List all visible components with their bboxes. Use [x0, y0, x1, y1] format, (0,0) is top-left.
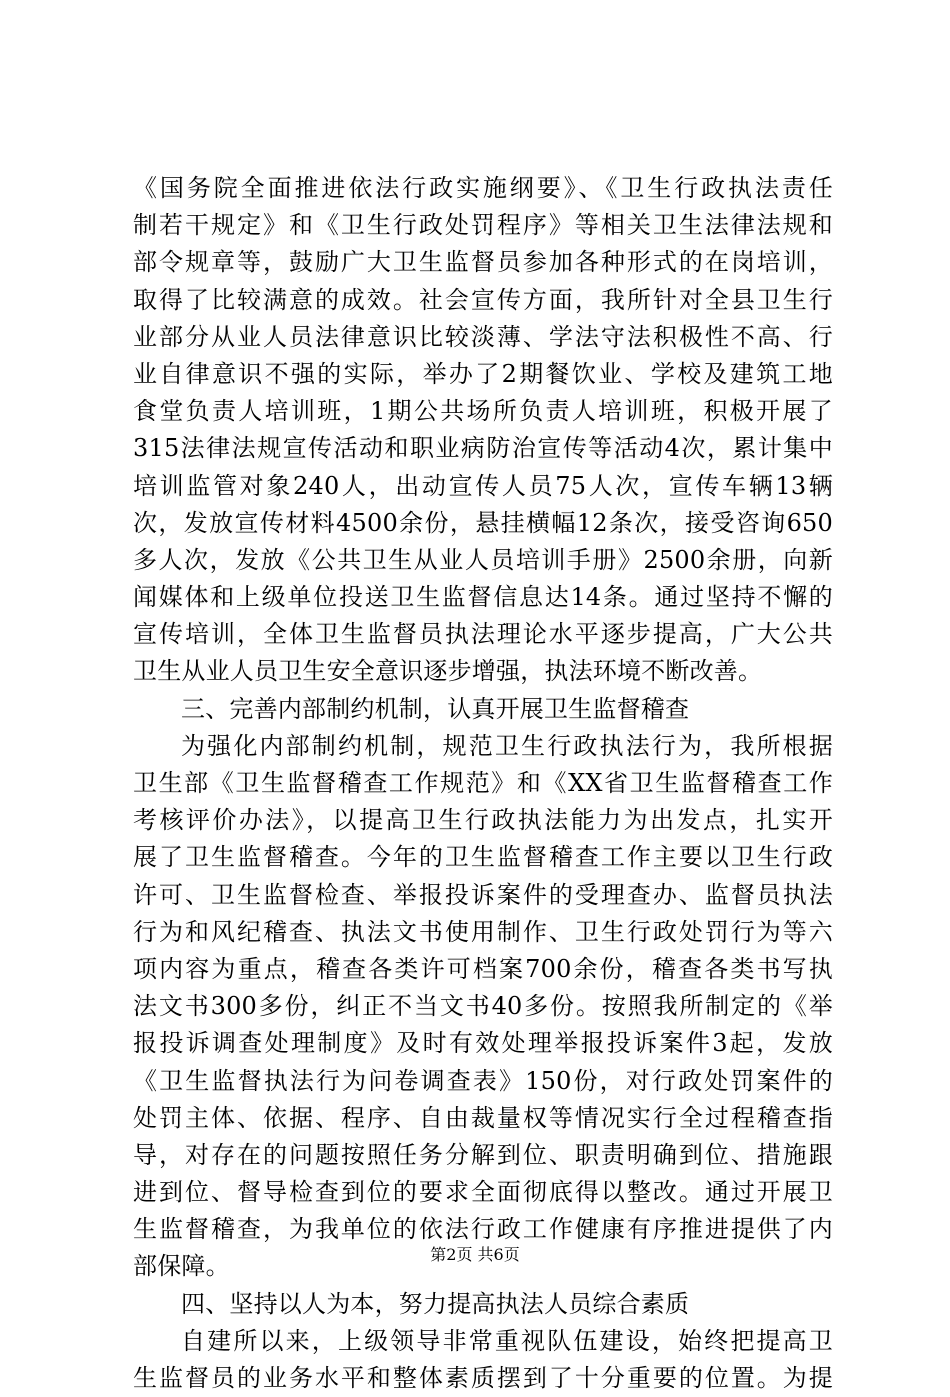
text-line: 多人次，发放《公共卫生从业人员培训手册》2500余册，向新 — [133, 545, 833, 574]
text-line: 为强化内部制约机制，规范卫生行政执法行为，我所根据 — [181, 731, 833, 760]
text-line: 卫生部《卫生监督稽查工作规范》和《XX省卫生监督稽查工作 — [133, 769, 833, 797]
text-line: 展了卫生监督稽查。今年的卫生监督稽查工作主要以卫生行政 — [133, 843, 833, 872]
text-line: 315法律法规宣传活动和职业病防治宣传等活动4次，累计集中 — [133, 434, 833, 463]
text-line: 处罚主体、依据、程序、自由裁量权等情况实行全过程稽查指 — [133, 1103, 833, 1132]
text-line: 业自律意识不强的实际，举办了2期餐饮业、学校及建筑工地 — [133, 359, 833, 388]
text-line: 法文书300多份，纠正不当文书40多份。按照我所制定的《举 — [133, 992, 833, 1021]
text-line: 部令规章等，鼓励广大卫生监督员参加各种形式的在岗培训， — [133, 248, 833, 277]
text-line: 进到位、督导检查到位的要求全面彻底得以整改。通过开展卫 — [133, 1178, 833, 1207]
text-line: 培训监管对象240人，出动宣传人员75人次，宣传车辆13辆 — [133, 471, 833, 500]
section-heading: 三、完善内部制约机制，认真开展卫生监督稽查 — [181, 694, 690, 723]
text-line: 业部分从业人员法律意识比较淡薄、学法守法积极性不高、行 — [133, 322, 833, 351]
text-line: 生监督员的业务水平和整体素质摆到了十分重要的位置。为提 — [133, 1364, 833, 1392]
text-line: 行为和风纪稽查、执法文书使用制作、卫生行政处罚行为等六 — [133, 917, 833, 946]
section-heading: 四、坚持以人为本，努力提高执法人员综合素质 — [181, 1289, 690, 1318]
page-number-label: 第2页 共6页 — [430, 1245, 520, 1264]
text-line: 《卫生监督执法行为问卷调查表》150份，对行政处罚案件的 — [133, 1066, 833, 1095]
body-text — [133, 170, 833, 1397]
text-line: 自建所以来，上级领导非常重视队伍建设，始终把提高卫 — [181, 1326, 833, 1355]
text-line: 卫生从业人员卫生安全意识逐步增强，执法环境不断改善。 — [133, 657, 763, 686]
text-line: 报投诉调查处理制度》及时有效处理举报投诉案件3起，发放 — [133, 1029, 833, 1058]
text-line: 食堂负责人培训班，1期公共场所负责人培训班，积极开展了 — [133, 397, 833, 426]
text-line: 考核评价办法》，以提高卫生行政执法能力为出发点，扎实开 — [133, 806, 833, 835]
text-line: 项内容为重点，稽查各类许可档案700余份，稽查各类书写执 — [133, 954, 833, 983]
text-line: 闻媒体和上级单位投送卫生监督信息达14条。通过坚持不懈的 — [133, 583, 833, 612]
text-line: 宣传培训，全体卫生监督员执法理论水平逐步提高，广大公共 — [133, 620, 833, 649]
text-line: 取得了比较满意的成效。社会宣传方面，我所针对全县卫生行 — [133, 285, 833, 314]
page-footer — [0, 1245, 950, 1265]
text-line: 生监督稽查，为我单位的依法行政工作健康有序推进提供了内 — [133, 1215, 833, 1244]
text-line: 《国务院全面推进依法行政实施纲要》、《卫生行政执法责任 — [133, 174, 833, 202]
text-line: 部保障。 — [133, 1252, 230, 1281]
text-line: 制若干规定》和《卫生行政处罚程序》等相关卫生法律法规和 — [133, 211, 833, 240]
text-line: 导，对存在的问题按照任务分解到位、职责明确到位、措施跟 — [133, 1140, 833, 1169]
text-line: 许可、卫生监督检查、举报投诉案件的受理查办、监督员执法 — [133, 880, 833, 909]
text-line: 次，发放宣传材料4500余份，悬挂横幅12条次，接受咨询650 — [133, 508, 833, 537]
